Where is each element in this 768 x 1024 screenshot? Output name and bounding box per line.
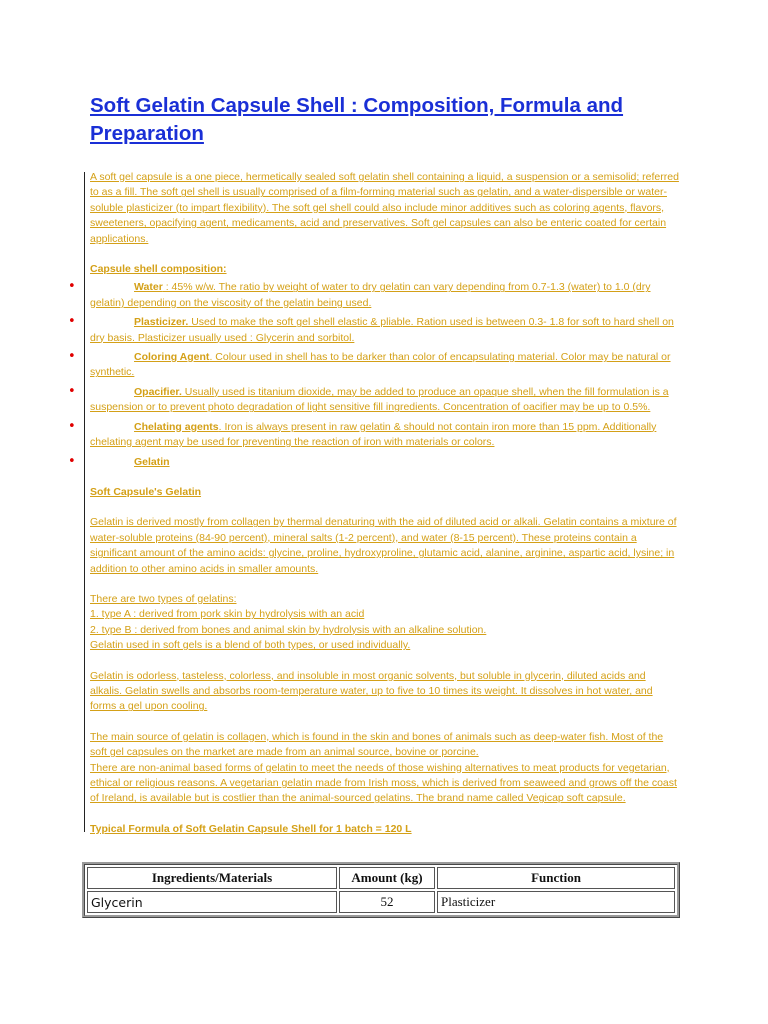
bullet-icon: •	[68, 418, 76, 434]
item-label: Opacifier.	[134, 385, 182, 398]
item-text: : 45% w/w. The ratio by weight of water to dry gelatin can vary depending from 0.7-1.3 (water) to 1.0 (dry gelatin) depending on the viscosity of the gelatin being used.	[90, 281, 651, 309]
page-title[interactable]: Soft Gelatin Capsule Shell : Composition, Formula and Preparation	[90, 94, 624, 145]
gelatin-paragraph-3a: The main source of gelatin is collagen, which is found in the skin and bones of animals such as deep-water fish. Most of the soft gel capsules on the market are made from an animal source, bovine or porcine.	[90, 730, 664, 759]
list-item	[68, 453, 680, 470]
item-label: Coloring Agent	[134, 351, 210, 364]
composition-list	[68, 279, 680, 469]
item-text: . Colour used in shell has to be darker than color of encapsulating material. Color may be natural or synthetic.	[90, 351, 671, 379]
formula-heading: Typical Formula of Soft Gelatin Capsule Shell for 1 batch = 120 L	[90, 822, 412, 835]
column-header: Amount (kg)	[339, 867, 435, 889]
gelatin-types-note: Gelatin used in soft gels is a blend of both types, or used individually.	[90, 639, 411, 652]
table-cell: Plasticizer	[437, 891, 675, 913]
formula-table	[82, 862, 680, 918]
gelatin-paragraph-3b: There are non-animal based forms of gelatin to meet the needs of those wishing alternatives to meat products for vegetarian, ethical or religious reasons. A vegetarian gelatin made from Irish moss, which is derived from seaweed and grows off the coast of Ireland, is available but is costlier than the animal-sourced gelatins. The brand name called Vegicap soft capsule.	[90, 761, 677, 805]
item-label: Chelating agents	[134, 420, 219, 433]
table-row	[87, 891, 675, 913]
list-item	[68, 418, 680, 451]
blockquote-bar	[84, 172, 85, 832]
gelatin-type-b: 2. type B : derived from bones and animal skin by hydrolysis with an alkaline solution.	[90, 623, 487, 636]
table-cell: 52	[339, 891, 435, 913]
bullet-icon: •	[68, 383, 76, 399]
list-item	[68, 279, 680, 311]
item-text: Usually used is titanium dioxide, may be added to produce an opaque shell, when the fill formulation is a suspension or to prevent photo degradation of light sensitive fill ingredients. Concentration of oacifier may be up to 0.5%.	[90, 385, 669, 414]
bullet-icon: •	[68, 314, 76, 330]
gelatin-type-a: 1. type A : derived from pork skin by hydrolysis with an acid	[90, 608, 365, 621]
gelatin-paragraph-1: Gelatin is derived mostly from collagen by thermal denaturing with the aid of diluted acid or alkali. Gelatin contains a mixture of water-soluble proteins (84-90 percent), mineral salts (1-2 percent), and water (8-15 percent). These proteins contain a significant amount of the amino acids: glycine, proline, hydroxyproline, glutamic acid, alanine, arginine, aspartic acid, lysine; in addition to other amino acids in smaller amounts.	[90, 516, 677, 575]
gelatin-heading: Soft Capsule's Gelatin	[90, 485, 202, 498]
table-header-row	[87, 867, 675, 889]
composition-heading: Capsule shell composition:	[90, 263, 227, 276]
column-header: Function	[437, 867, 675, 889]
bullet-icon: •	[68, 279, 76, 295]
list-item	[68, 383, 680, 416]
table-cell: Glycerin	[87, 891, 337, 913]
item-label: Plasticizer.	[134, 316, 189, 329]
list-item	[68, 314, 680, 346]
item-label: Gelatin	[134, 455, 170, 468]
item-text: Used to make the soft gel shell elastic & pliable. Ration used is between 0.3- 1.8 for soft to hard shell on dry basis. Plasticizer usually used : Glycerin and sorbitol.	[90, 316, 674, 344]
gelatin-types-title: There are two types of gelatins:	[90, 592, 237, 605]
column-header: Ingredients/Materials	[87, 867, 337, 889]
bullet-icon: •	[68, 453, 76, 469]
gelatin-paragraph-2: Gelatin is odorless, tasteless, colorless, and insoluble in most organic solvents, but soluble in glycerin, diluted acids and alkalis. Gelatin swells and absorbs room-temperature water, up to five to 10 times its weight. It dissolves in hot water, and forms a gel upon cooling.	[90, 669, 653, 713]
article-body	[68, 170, 680, 837]
list-item	[68, 349, 680, 381]
item-label: Water	[134, 281, 163, 294]
item-text: . Iron is always present in raw gelatin & should not contain iron more than 15 ppm. Additionally chelating agent may be used for preventing the reaction of iron with materials or colors.	[90, 420, 657, 449]
intro-paragraph: A soft gel capsule is a one piece, hermetically sealed soft gelatin shell containing a liquid, a suspension or a semisolid; referred to as a fill. The soft gel shell is usually comprised of a film-forming material such as gelatin, and a water-dispersible or water-soluble plasticizer (to impart flexibility). The soft gel shell could also include minor additives such as coloring agents, flavors, sweeteners, opacifying agent, medicaments, acid and preservatives. Soft gel capsules can also be enteric coated for certain applications.	[90, 171, 679, 245]
bullet-icon: •	[68, 349, 76, 365]
